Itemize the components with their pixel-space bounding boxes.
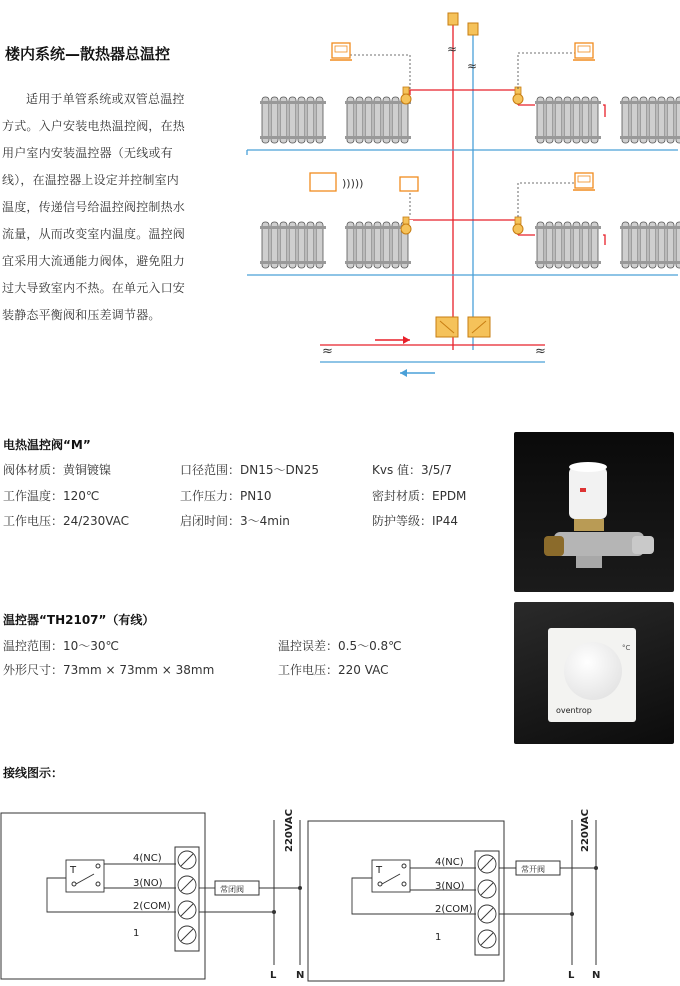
neutral-label: N (592, 970, 601, 981)
valve-photo (514, 432, 674, 592)
thermostat-symbol: T (70, 865, 77, 876)
valve-spec: 口径范围：DN15～DN25 (180, 463, 319, 477)
wiring-diagram-right (308, 809, 600, 981)
thermostat-heading: 温控器“TH2107”（有线） (3, 613, 155, 627)
wiring-diagram-left (1, 809, 304, 981)
thermostat-photo (514, 602, 674, 744)
terminal-label: 2(COM) (133, 901, 171, 912)
svg-text:≈: ≈ (322, 344, 333, 359)
terminal-label: 1 (435, 932, 442, 943)
thermostat-spec: 工作电压：220 VAC (278, 663, 389, 677)
upper-floor-left (247, 43, 473, 155)
svg-text:≈: ≈ (535, 344, 546, 359)
upper-floor-right (453, 43, 680, 150)
terminal-label: 2(COM) (435, 904, 473, 915)
terminal-label: 3(NO) (133, 878, 163, 889)
valve-type-label: 常开阀 (521, 865, 545, 874)
voltage-label: 220VAC (284, 808, 295, 852)
wiring-heading: 接线图示： (3, 766, 64, 780)
valve-heading: 电热温控阀“M” (3, 438, 91, 452)
system-description (2, 86, 190, 329)
valve-spec: 防护等级：IP44 (372, 514, 459, 528)
thermostat-spec: 温控误差：0.5～0.8℃ (278, 639, 402, 653)
svg-text:))))): ))))) (342, 177, 364, 190)
lower-floor-right (453, 173, 680, 275)
neutral-label: N (296, 970, 305, 981)
description-text: 适用于单管系统或双管总温控方式。入户安装电热温控阀，在热用户室内安装温控器（无线或有线），在温控器上设定并控制室内温度，传递信号给温控阀控制热水流量，从而改变室内温度。温控阀宜采用大流通能力阀体，避免阻力过大导致室内不热。在单元入口安装静态平衡阀和压差调节器。 (2, 92, 186, 322)
svg-text:≈: ≈ (447, 42, 458, 56)
thermostat-dial (564, 642, 622, 700)
balancing-valves (436, 317, 490, 337)
thermostat-symbol: T (376, 865, 383, 876)
valve-type-label: 常闭阀 (220, 885, 244, 894)
terminal-label: 4(NC) (435, 857, 464, 868)
valve-spec: 工作压力：PN10 (180, 489, 272, 503)
valve-spec: 工作电压：24/230VAC (3, 514, 130, 528)
terminal-label: 4(NC) (133, 853, 162, 864)
valve-spec: 工作温度：120℃ (3, 489, 100, 503)
unit-label: °C (622, 644, 631, 652)
svg-text:≈: ≈ (467, 59, 478, 73)
heating-system-schematic (200, 5, 680, 400)
valve-spec: Kvs 值：3/5/7 (372, 463, 453, 477)
voltage-label: 220VAC (580, 808, 591, 852)
lower-floor-left (247, 173, 473, 275)
brand-label: oventrop (556, 706, 592, 715)
valve-spec: 启闭时间：3～4min (180, 514, 290, 528)
thermostat-spec: 温控范围：10～30℃ (3, 639, 120, 653)
line-label: L (270, 970, 277, 981)
line-label: L (568, 970, 575, 981)
thermostat-spec: 外形尺寸：73mm × 73mm × 38mm (3, 663, 215, 677)
valve-spec: 密封材质：EPDM (372, 489, 467, 503)
terminal-label: 1 (133, 928, 140, 939)
terminal-label: 3(NO) (435, 881, 465, 892)
wiring-diagrams (0, 800, 680, 986)
valve-spec: 阀体材质：黄铜镀镍 (3, 463, 112, 477)
section-title: 楼内系统—散热器总温控 (5, 45, 171, 63)
